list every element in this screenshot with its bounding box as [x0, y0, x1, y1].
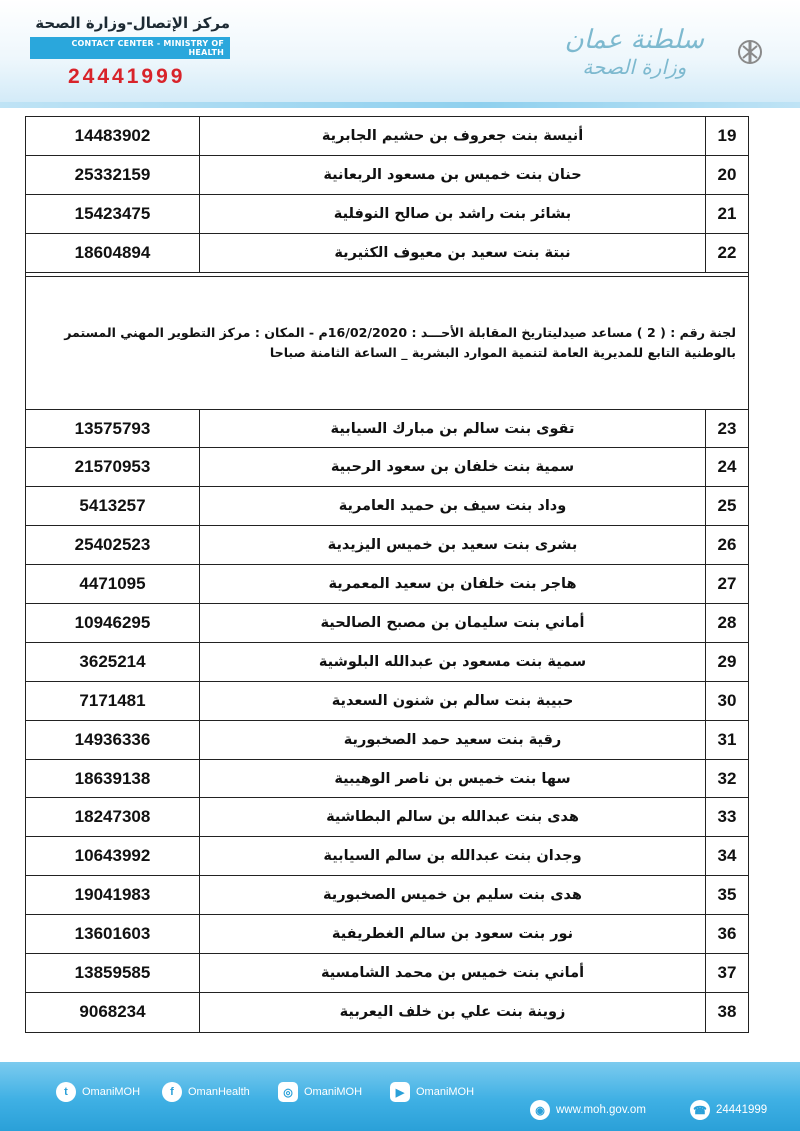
civil-id-cell: 18639138: [26, 760, 200, 798]
name-cell: هدى بنت سليم بن خميس الصخبورية: [200, 876, 706, 914]
name-cell: سمية بنت مسعود بن عبدالله البلوشية: [200, 643, 706, 681]
table-row: [26, 721, 748, 760]
table-row: [26, 876, 748, 915]
civil-id-cell: 5413257: [26, 487, 200, 525]
contact-center-title-en: CONTACT CENTER - MINISTRY OF HEALTH: [30, 37, 230, 59]
table-row: [26, 954, 748, 993]
facebook-icon: f: [162, 1082, 182, 1102]
table-row: [26, 643, 748, 682]
civil-id-cell: 13859585: [26, 954, 200, 992]
name-cell: زوينة بنت علي بن خلف اليعربية: [200, 993, 706, 1032]
committee-info: [26, 277, 748, 410]
twitter-icon: t: [56, 1082, 76, 1102]
name-cell: رقية بنت سعيد حمد الصخبورية: [200, 721, 706, 759]
name-cell: سمية بنت خلفان بن سعود الرحبية: [200, 448, 706, 486]
civil-id-cell: 3625214: [26, 643, 200, 681]
youtube-handle: OmaniMOH: [416, 1086, 475, 1098]
table-row: [26, 448, 748, 487]
row-number-cell: 35: [717, 885, 737, 905]
row-number-cell: 32: [717, 768, 737, 788]
contact-center-block: [30, 14, 230, 89]
row-number-cell: 33: [717, 807, 737, 827]
twitter-handle: OmaniMOH: [82, 1086, 141, 1098]
ministry-logo: [565, 12, 778, 92]
name-cell: نور بنت سعود بن سالم الغطريفية: [200, 915, 706, 953]
logo-line-oman: سلطنة عمان: [564, 25, 704, 55]
instagram-handle: OmaniMOH: [304, 1086, 363, 1098]
name-cell: هاجر بنت خلفان بن سعيد المعمرية: [200, 565, 706, 603]
row-number-cell: 23: [717, 418, 737, 438]
phone-icon: ☎: [690, 1100, 710, 1120]
facebook-link[interactable]: [162, 1082, 250, 1102]
page-footer: [0, 1062, 800, 1131]
civil-id-cell: 25402523: [26, 526, 200, 564]
row-number-cell: 20: [717, 164, 737, 184]
civil-id-cell: 13575793: [26, 410, 200, 448]
name-cell: وجدان بنت عبدالله بن سالم السيابية: [200, 837, 706, 875]
row-number-cell: 22: [717, 242, 737, 262]
instagram-icon: ◎: [278, 1082, 298, 1102]
table-row: [26, 565, 748, 604]
table-row: [26, 117, 748, 156]
committee-line-2: بالوطنية التابع للمديرية العامة لتنمية الموارد البشرية _ الساعة الثامنة صباحا: [269, 344, 736, 360]
youtube-link[interactable]: [390, 1082, 474, 1102]
row-number-cell: 30: [717, 690, 737, 710]
civil-id-cell: 4471095: [26, 565, 200, 603]
facebook-handle: OmanHealth: [188, 1086, 250, 1098]
table-row: [26, 410, 748, 449]
globe-icon: ◉: [530, 1100, 550, 1120]
ministry-logo-text: [565, 25, 704, 79]
contact-center-title-ar: مركز الإتصال-وزارة الصحة: [35, 14, 230, 32]
civil-id-cell: 19041983: [26, 876, 200, 914]
civil-id-cell: 14936336: [26, 721, 200, 759]
table-row: [26, 837, 748, 876]
table-row: [26, 604, 748, 643]
name-cell: أنيسة بنت جعروف بن حشيم الجابرية: [200, 117, 706, 155]
table-row: [26, 234, 748, 273]
name-cell: نبتة بنت سعيد بن معيوف الكثيرية: [200, 234, 706, 272]
row-number-cell: 19: [717, 125, 737, 145]
table-row: [26, 487, 748, 526]
name-cell: هدى بنت عبدالله بن سالم البطاشية: [200, 798, 706, 836]
contact-center-phone: 24441999: [68, 65, 186, 88]
twitter-link[interactable]: [56, 1082, 140, 1102]
row-number-cell: 25: [717, 496, 737, 516]
name-cell: بشرى بنت سعيد بن خميس اليزيدية: [200, 526, 706, 564]
civil-id-cell: 21570953: [26, 448, 200, 486]
civil-id-cell: 7171481: [26, 682, 200, 720]
candidates-table: [25, 116, 749, 1033]
row-number-cell: 27: [717, 574, 737, 594]
page-header: [0, 0, 800, 108]
name-cell: أماني بنت سليمان بن مصبح الصالحية: [200, 604, 706, 642]
row-number-cell: 31: [717, 729, 737, 749]
civil-id-cell: 10643992: [26, 837, 200, 875]
civil-id-cell: 15423475: [26, 195, 200, 233]
name-cell: سها بنت خميس بن ناصر الوهيبية: [200, 760, 706, 798]
logo-line-ministry: وزارة الصحة: [582, 55, 687, 79]
row-number-cell: 24: [717, 457, 737, 477]
table-row: [26, 915, 748, 954]
civil-id-cell: 13601603: [26, 915, 200, 953]
row-number-cell: 28: [717, 612, 737, 632]
civil-id-cell: 14483902: [26, 117, 200, 155]
row-number-cell: 38: [717, 1002, 737, 1022]
table-row: [26, 195, 748, 234]
name-cell: تقوى بنت سالم بن مبارك السيابية: [200, 410, 706, 448]
table-row: [26, 760, 748, 799]
civil-id-cell: 25332159: [26, 156, 200, 194]
website-url: www.moh.gov.om: [556, 1104, 646, 1116]
footer-phone[interactable]: [690, 1100, 767, 1120]
youtube-icon: ▶: [390, 1082, 410, 1102]
committee-line-1: لجنة رقم : ( 2 ) مساعد صيدليتاريخ المقابلة الأحـــد : 16/02/2020م - المكان : مركز التطوير المهني المستمر: [64, 324, 736, 340]
name-cell: بشائر بنت راشد بن صالح النوفلية: [200, 195, 706, 233]
civil-id-cell: 10946295: [26, 604, 200, 642]
civil-id-cell: 18604894: [26, 234, 200, 272]
row-number-cell: 36: [717, 924, 737, 944]
instagram-link[interactable]: [278, 1082, 362, 1102]
civil-id-cell: 18247308: [26, 798, 200, 836]
row-number-cell: 34: [717, 846, 737, 866]
table-row: [26, 798, 748, 837]
footer-phone-number: 24441999: [716, 1104, 768, 1116]
table-row: [26, 993, 748, 1032]
website-link[interactable]: [530, 1100, 646, 1120]
row-number-cell: 29: [717, 651, 737, 671]
name-cell: وداد بنت سيف بن حميد العامرية: [200, 487, 706, 525]
name-cell: حنان بنت خميس بن مسعود الربعانية: [200, 156, 706, 194]
name-cell: أماني بنت خميس بن محمد الشامسية: [200, 954, 706, 992]
row-number-cell: 26: [717, 535, 737, 555]
table-row: [26, 682, 748, 721]
table-row: [26, 526, 748, 565]
table-row: [26, 156, 748, 195]
name-cell: حبيبة بنت سالم بن شنون السعدية: [200, 682, 706, 720]
crescent-emblem-icon: [710, 16, 778, 88]
row-number-cell: 37: [717, 962, 737, 982]
row-number-cell: 21: [717, 203, 737, 223]
civil-id-cell: 9068234: [26, 993, 200, 1032]
